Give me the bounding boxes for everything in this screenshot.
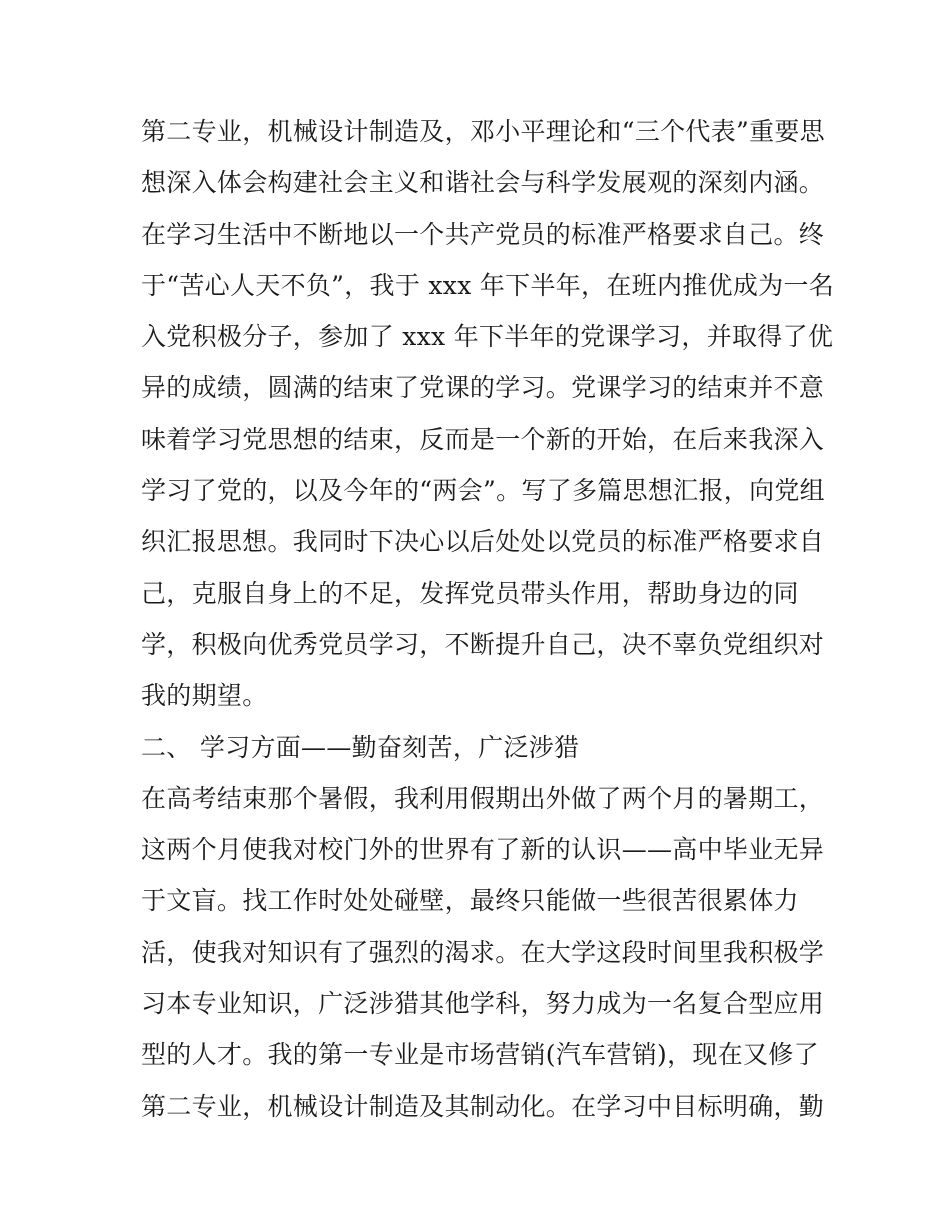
paragraph-line: 于“苦心人天不负”，我于 xxx 年下半年，在班内推优成为一名 <box>141 270 835 300</box>
paragraph-line: 在高考结束那个暑假，我利用假期出外做了两个月的暑期工， <box>141 783 825 813</box>
paragraph-line: 味着学习党思想的结束，反而是一个新的开始，在后来我深入 <box>141 424 825 454</box>
paragraph-line: 我的期望。 <box>141 681 268 711</box>
paragraph-line: 己，克服自身上的不足，发挥党员带头作用，帮助身边的同 <box>141 578 799 608</box>
paragraph-line: 于文盲。找工作时处处碰壁，最终只能做一些很苦很累体力 <box>141 886 799 916</box>
paragraph-line: 型的人才。我的第一专业是市场营销(汽车营销)，现在又修了 <box>141 1040 819 1070</box>
paragraph-line: 织汇报思想。我同时下决心以后处处以党员的标准严格要求自 <box>141 527 825 557</box>
paragraph-line: 习本专业知识，广泛涉猎其他学科，努力成为一名复合型应用 <box>141 989 825 1019</box>
paragraph-line: 学习了党的，以及今年的“两会”。写了多篇思想汇报，向党组 <box>141 476 825 506</box>
paragraph-line: 想深入体会构建社会主义和谐社会与科学发展观的深刻内涵。 <box>141 168 825 198</box>
paragraph-line: 学，积极向优秀党员学习，不断提升自己，决不辜负党组织对 <box>141 629 825 659</box>
paragraph-line: 异的成绩，圆满的结束了党课的学习。党课学习的结束并不意 <box>141 373 825 403</box>
paragraph-line: 在学习生活中不断地以一个共产党员的标准严格要求自己。终 <box>141 219 825 249</box>
paragraph-line: 第二专业，机械设计制造及其制动化。在学习中目标明确，勤 <box>141 1091 825 1121</box>
paragraph-line: 第二专业，机械设计制造及，邓小平理论和“三个代表”重要思 <box>141 117 825 146</box>
paragraph-line: 活，使我对知识有了强烈的渴求。在大学这段时间里我积极学 <box>141 937 825 967</box>
paragraph-line: 入党积极分子，参加了 xxx 年下半年的党课学习，并取得了优 <box>141 322 834 352</box>
body-text <box>141 106 835 1132</box>
paragraph-line: 这两个月使我对校门外的世界有了新的认识——高中毕业无异 <box>141 835 825 865</box>
section-heading: 二、 学习方面——勤奋刻苦，广泛涉猎 <box>141 732 580 762</box>
